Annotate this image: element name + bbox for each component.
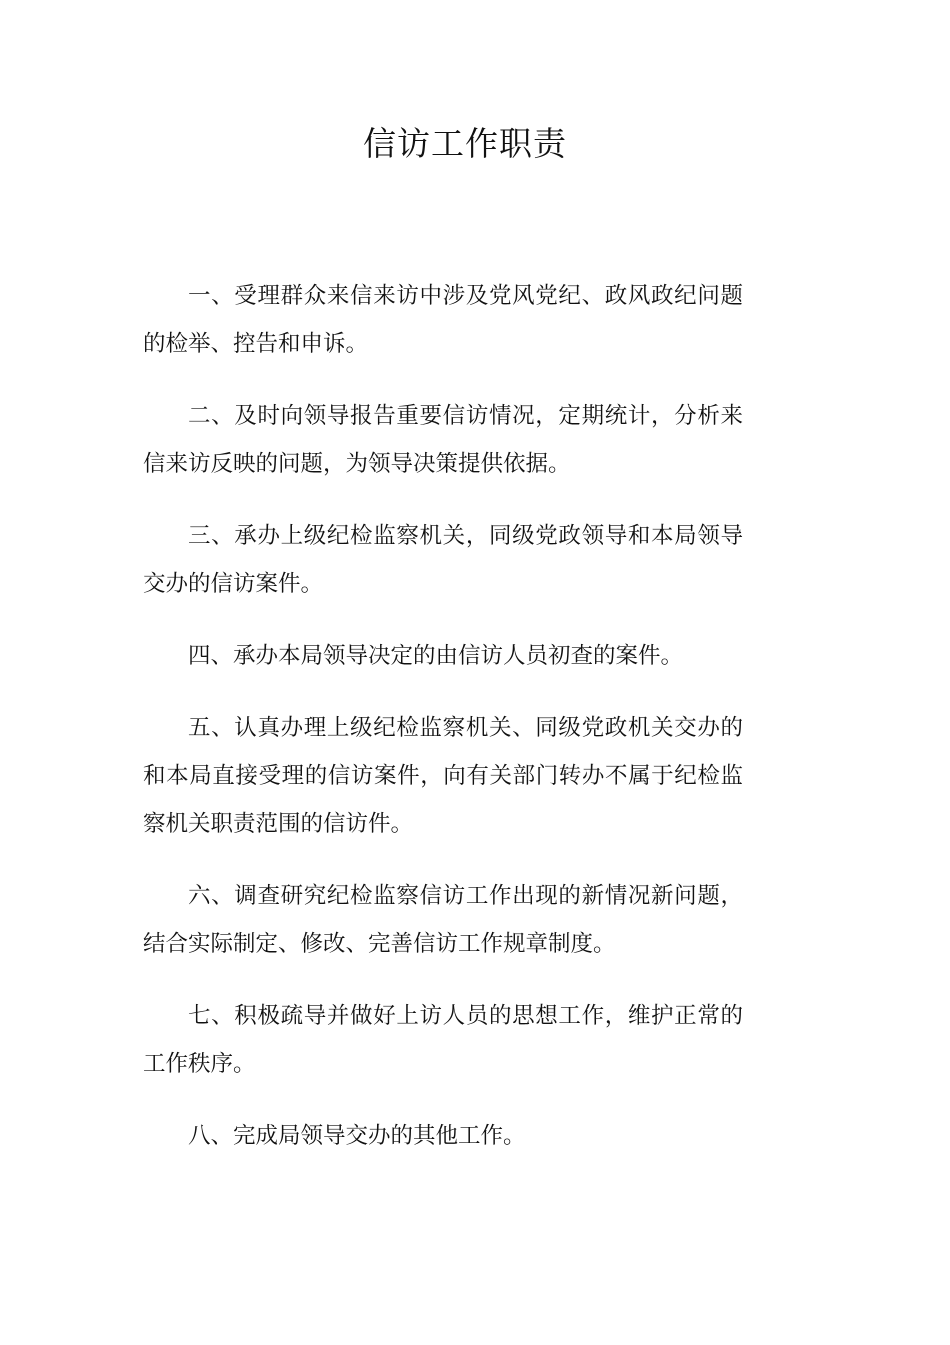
paragraph-3: 三、承办上级纪检监察机关，同级党政领导和本局领导交办的信访案件。 — [143, 523, 743, 597]
paragraph-4: 四、承办本局领导决定的由信访人员初查的案件。 — [188, 643, 684, 669]
paragraph-5: 五、认真办理上级纪检监察机关、同级党政机关交办的和本局直接受理的信访案件，向有关部门转办不属于纪检监察机关职责范围的信访件。 — [143, 715, 743, 837]
paragraph-1: 一、受理群众来信来访中涉及党风党纪、政风政纪问题的检举、控告和申诉。 — [143, 283, 743, 357]
paragraph-7: 七、积极疏导并做好上访人员的思想工作，维护正常的工作秩序。 — [143, 1003, 743, 1077]
paragraph-8: 八、完成局领导交办的其他工作。 — [188, 1123, 526, 1149]
paragraph-6: 六、调查研究纪检监察信访工作出现的新情况新问题，结合实际制定、修改、完善信访工作规章制度。 — [143, 883, 743, 957]
paragraph-2: 二、及时向领导报告重要信访情况，定期统计，分析来信来访反映的问题，为领导决策提供依据。 — [143, 403, 743, 477]
document-title: 信访工作职责 — [363, 124, 567, 163]
document-body — [143, 272, 743, 1184]
